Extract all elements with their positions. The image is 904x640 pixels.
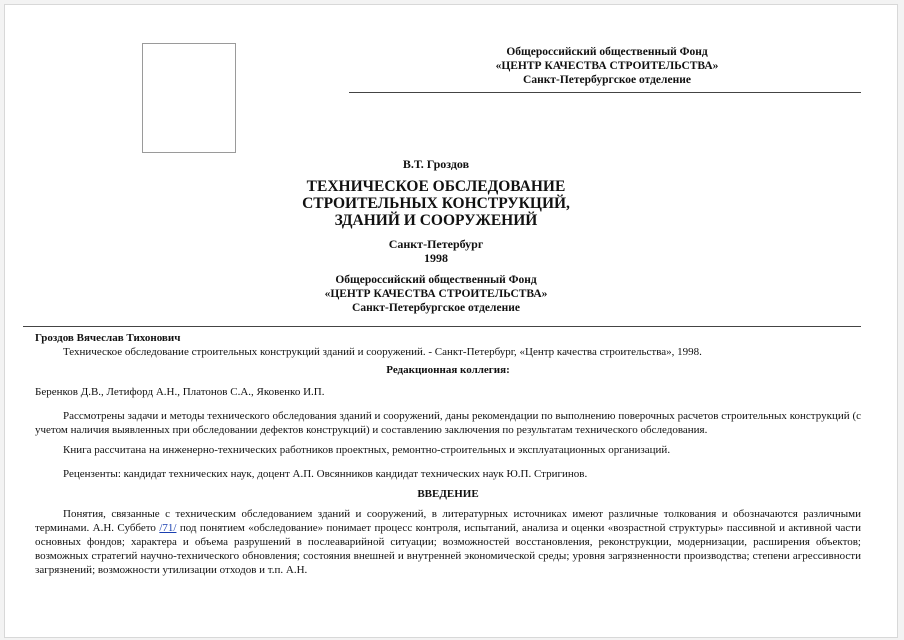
organization-header bbox=[475, 45, 739, 87]
publisher-line-1: Общероссийский общественный Фонд bbox=[335, 274, 537, 286]
introduction-heading: ВВЕДЕНИЕ bbox=[417, 488, 479, 500]
author-name: В.Т. Гроздов bbox=[402, 157, 470, 171]
intro-text-rest: под понятием «обследование» понимает процесс контроля, испытаний, анализа и оценки «возрастной структуры» пассивной и активной части основных фондов; характера и объема разрушений в послеаварийной ситуации; возможностей восстановления, реконструкции, модернизации, расширения объектов; возможных стратегий научно-технического обновления; состояния внешней и внутренней экономической среды; уровня загрязненности производства; степени агрессивности загрязнений; возможности утилизации отходов и т.п. А.Н. bbox=[35, 522, 861, 576]
body-divider bbox=[23, 326, 861, 327]
bibliographic-record: Техническое обследование строительных конструкций зданий и сооружений. - Санкт-Петербург, «Центр качества строительства», 1998. bbox=[63, 346, 702, 358]
document-body bbox=[35, 331, 861, 577]
book-title-line-1: ТЕХНИЧЕСКОЕ ОБСЛЕДОВАНИЕ bbox=[306, 178, 566, 195]
book-title-line-3: ЗДАНИЙ И СООРУЖЕНИЙ bbox=[334, 212, 538, 229]
audience-paragraph: Книга рассчитана на инженерно-технических работников проектных, ремонтно-строительных и эксплуатационных организаций. bbox=[63, 444, 671, 456]
publisher-line-2: «ЦЕНТР КАЧЕСТВА СТРОИТЕЛЬСТВА» bbox=[324, 288, 548, 300]
editorial-members: Беренков Д.В., Летифорд А.Н., Платонов С.А., Яковенко И.П. bbox=[35, 386, 325, 398]
publication-year: 1998 bbox=[424, 251, 448, 265]
org-line-1: Общероссийский общественный Фонд bbox=[506, 46, 708, 58]
publication-city: Санкт-Петербург bbox=[388, 237, 484, 251]
introduction-paragraph bbox=[35, 507, 861, 577]
intro-text-start: Понятия, связанные с техническим обследованием зданий и сооружений, в литературных источниках имеют различные толкования и обозначаются различными терминами. А.Н. Суббето bbox=[35, 508, 861, 534]
header-divider bbox=[349, 92, 861, 93]
publisher-block bbox=[251, 273, 621, 315]
cover-image-placeholder bbox=[142, 43, 236, 153]
publisher-line-3: Санкт-Петербургское отделение bbox=[352, 302, 520, 314]
org-line-3: Санкт-Петербургское отделение bbox=[523, 74, 691, 86]
title-block bbox=[251, 157, 621, 315]
org-line-2: «ЦЕНТР КАЧЕСТВА СТРОИТЕЛЬСТВА» bbox=[495, 60, 719, 72]
reference-link[interactable]: /71/ bbox=[159, 522, 177, 534]
author-full-name: Гроздов Вячеслав Тихонович bbox=[35, 332, 181, 344]
document-page bbox=[4, 4, 898, 638]
abstract-paragraph: Рассмотрены задачи и методы технического обследования зданий и сооружений, даны рекомендации по выполнению поверочных расчетов строительных конструкций (с учетом наличия выявленных при обследовании дефектов конструкций) и составлению заключения по результатам технического обследования. bbox=[35, 410, 861, 436]
book-title-line-2: СТРОИТЕЛЬНЫХ КОНСТРУКЦИЙ, bbox=[302, 195, 570, 212]
editorial-heading: Редакционная коллегия: bbox=[386, 364, 510, 376]
reviewers-paragraph: Рецензенты: кандидат технических наук, доцент А.П. Овсянников кандидат технических наук Ю.П. Стригинов. bbox=[63, 468, 588, 480]
